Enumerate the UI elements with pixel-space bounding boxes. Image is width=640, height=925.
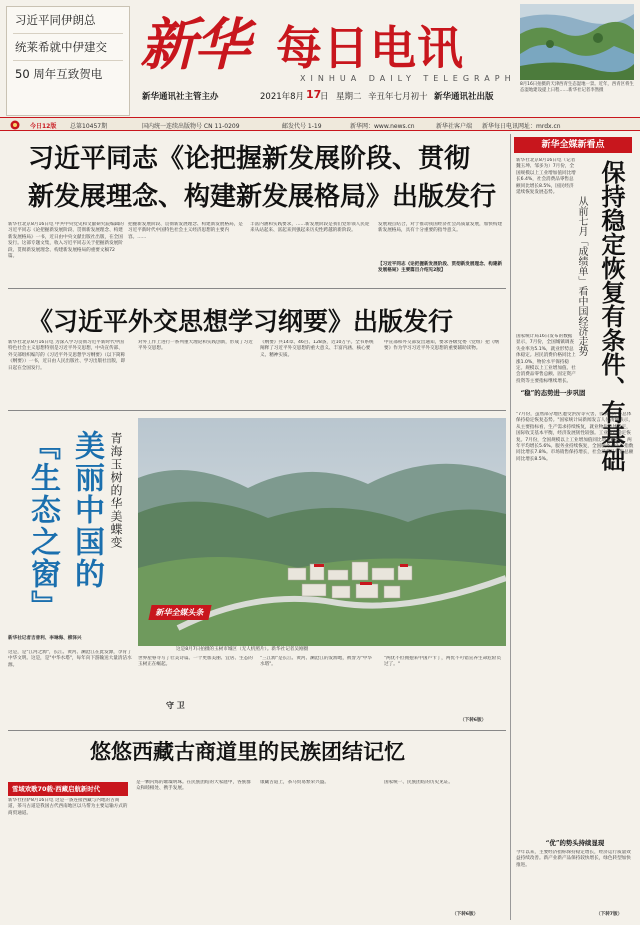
right-headline[interactable]: 保持稳定恢复有条件、有基础	[597, 160, 626, 472]
issue-number: 总第10457期	[70, 123, 108, 130]
client-app-link[interactable]: 新华社客户端	[436, 123, 473, 130]
right-column-header: 新华全媒新看点	[514, 137, 632, 153]
teaser-line-2: 统莱希就中伊建交	[15, 40, 107, 54]
day-number: 17	[306, 88, 322, 101]
masthead-logo-english: XINHUA DAILY TELEGRAPH	[300, 74, 516, 83]
right-body-col-c: 今年以来，主要经济指标保持稳定增长，经济运行质量效益持续改善。新产业新产品保持较快增长，绿色转型加快推进。	[516, 850, 631, 868]
headline-3-body-col-2: 是一颗闪烁的璀璨明珠。在民族团结的大家庭中，各族群众和睦相处、携手发展。	[136, 780, 251, 792]
feature-body-col-2: 世界屋脊寻写了壮美诗篇。一个更加美丽、宜居、生态的玉树正在崛起。	[138, 656, 253, 668]
page-count: 今日12版	[30, 123, 57, 130]
headline-2-body-col-3: 《纲要》共14章、46目、128条，近10万字。全书系统阐释了习近平外交思想的重大意义、丰富内涵、核心要义、精神实质。	[260, 340, 374, 358]
headline-2-body-col-2: 对外工作上进行一系列重大理论和实践创新，形成了习近平外交思想。	[138, 340, 253, 352]
date-text: 2021年8月	[260, 92, 305, 102]
top-photo-caption: 8月16日拍摄的天津西青生态湿地一景。近年，西青区将生态湿地建设提上日程……新华社记者李然摄	[520, 82, 634, 93]
headline-2-body-col-1: 新华社北京8月16日电 为深入学习贯彻习近平新时代中国特色社会主义思想特别是习近平外交思想，中央宣传部、外交部组织编写的《习近平外交思想学习纲要》（以下简称《纲要》）一书，近日由人民出版社、学习出版社出版，即日起在全国发行。	[8, 340, 126, 371]
headline-3-body-col-4: 国家统一、民族团结的历史见证。	[384, 780, 453, 785]
teaser-line-1: 习近平同伊朗总	[15, 13, 96, 27]
website-link[interactable]: 新华网：www.news.cn	[350, 123, 415, 130]
right-subtitle: 从前七月「成绩单」看中国经济走势	[576, 196, 587, 356]
emblem-icon	[10, 120, 20, 130]
day-suffix: 日	[320, 92, 329, 102]
feature-vertical-subtitle: 青海玉树的华美蝶变	[109, 432, 123, 549]
publisher-text: 新华通讯社出版	[434, 92, 494, 102]
feature-more[interactable]: （下转6版）	[460, 718, 487, 723]
feature-body-col-3: "三江源"是长江、黄河、澜沧江的发源地，被誉为"中华水塔"。	[260, 656, 372, 668]
right-body-col-b: "7月份，虽然部分地区遭受洪涝等灾害，但我国经济总体保持稳定恢复态势。"国家统计局新闻发言人付凌晖表示，从主要指标看，生产需求持续恢复，就业物价总体稳定，国际收支基本平衡，经济发展韧性较强。工业生产稳定恢复。7月份，全国规模以上工业增加值同比增长6.4%，两年平均增长5.6%。服务业持续恢复，全国服务业生产指数同比增长7.8%。市场销售保持增长，社会消费品零售总额同比增长8.5%。	[516, 412, 634, 462]
feature-vertical-title[interactable]: 美丽中国的『生态之窗』	[25, 430, 104, 622]
mrdx-link[interactable]: 新华每日电讯网址：mrdx.cn	[482, 123, 561, 130]
headline-1-body-col-4: 发展观点结合，对于推动我国经济社会高质量发展，加快构建新发展格局，具有十分重要的指导意义。	[378, 222, 503, 234]
feature-body-col-1: 这是，是"江河之源"，长江、黄河、澜沧江在此发源，孕育了中华文明。这是，是"中华水塔"，每年向下游输送大量清洁水源。	[8, 650, 132, 668]
headline-3-more[interactable]: （下转6版）	[452, 912, 479, 917]
masthead-dateline	[140, 88, 512, 104]
teaser-line-3: 50 周年互致贺电	[15, 67, 103, 81]
cn-number: 国内统一连续出版物号 CN 11-0209	[142, 123, 240, 130]
weekday-text: 星期二	[336, 92, 362, 102]
headline-1-line-2[interactable]: 新发展理念、构建新发展格局》出版发行	[28, 182, 497, 212]
masthead-logo-daily: 每日电讯	[276, 21, 464, 75]
feature-photo-caption: 这是8月7日拍摄的玉树市城区（无人机照片）。新华社记者吴刚摄	[176, 647, 309, 652]
feature-badge: 新华全媒头条	[148, 605, 211, 620]
headline-2-body-col-4: 中宣部和外交部发出通知，要求各级党委（党组）把《纲要》作为学习习近平外交思想的重要辅助读物。	[384, 340, 499, 352]
headline-1-line-1[interactable]: 习近平同志《论把握新发展阶段、贯彻	[28, 144, 471, 174]
column-label-tibet: 雪域欢歌70载·西藏启航新时代	[8, 782, 128, 796]
headline-3-title[interactable]: 悠悠西藏古商道里的民族团结记忆	[90, 739, 405, 764]
right-dateline: 新华社北京8月16日电（记者魏玉坤、邹多为）7月份，全国规模以上工业增加值同比增长6.4%，社会消费品零售总额同比增长8.5%，国民经济延续恢复发展态势。	[516, 158, 576, 196]
feature-body-col-4: "两优不但拥抱来中国卢卡丁，两优不可错宣养生命危险员过了。"	[384, 656, 501, 668]
wetland-photo	[520, 4, 634, 80]
right-body-col-a: 国家统计局16日发布的数据显示，7月份，全国城镇调查失业率为5.1%，就业形势总体稳定。居民消费价格同比上涨1.0%，物价水平保持稳定。规模以上工业增加值、社会消费品零售总额、固定资产投资等主要指标继续增长。	[516, 334, 576, 384]
headline-1-body-col-2: 把握新发展阶段、贯彻新发展理念、构建新发展格局，是习近平新时代中国特色社会主义经济思想的主要内容。……	[128, 222, 243, 240]
headline-3-body-col-3: 康藏古道上，茶马贸易繁荣兴盛。	[260, 780, 329, 785]
teaser-box[interactable]	[6, 6, 130, 116]
headline-3-body-col-1: 新华社拉萨8月16日电 这是一条连接西藏与内地的古商道，茶马古道是我国古代西南地区以马帮为主要运输方式的商贸通道。	[8, 798, 128, 816]
feature-byline: 新华社记者吉普利、李琳海、柳泽兴	[8, 636, 82, 641]
headline-1-body-col-3: 丰富内涵和实践要求，……新发展阶段是我们党带领人民迎来从站起来、富起来到强起来历史性跨越的新阶段。	[250, 222, 370, 234]
feature-section-title: 守 卫	[166, 700, 185, 710]
headline-1-body-col-1: 新华社北京8月16日电 中共中央党史和文献研究院编辑的习近平同志《论把握新发展阶段、贯彻新发展理念、构建新发展格局》一书，近日由中央文献出版社出版，在全国发行。这部专题文集，收入习近平同志关于把握新发展阶段、贯彻新发展理念、构建新发展格局的重要文稿72篇。	[8, 222, 124, 260]
postal-code: 邮发代号 1-19	[282, 123, 322, 130]
lunar-date: 辛丑年七月初十	[368, 92, 428, 102]
headline-2-title[interactable]: 《习近平外交思想学习纲要》出版发行	[28, 307, 454, 336]
right-section-2: “优”的势头持续显现	[545, 839, 605, 847]
right-more[interactable]: （下转7版）	[596, 912, 623, 917]
right-section-1: “稳”的态势进一步巩固	[520, 389, 586, 397]
info-bar	[0, 117, 640, 131]
headline-1-note: 【习近平同志《论把握新发展阶段、贯彻新发展理念、构建新发展格局》主要篇目介绍见2版】	[378, 262, 503, 274]
masthead-logo-script: 新华	[140, 12, 248, 78]
sponsor-text: 新华通讯社主管主办	[142, 92, 219, 102]
